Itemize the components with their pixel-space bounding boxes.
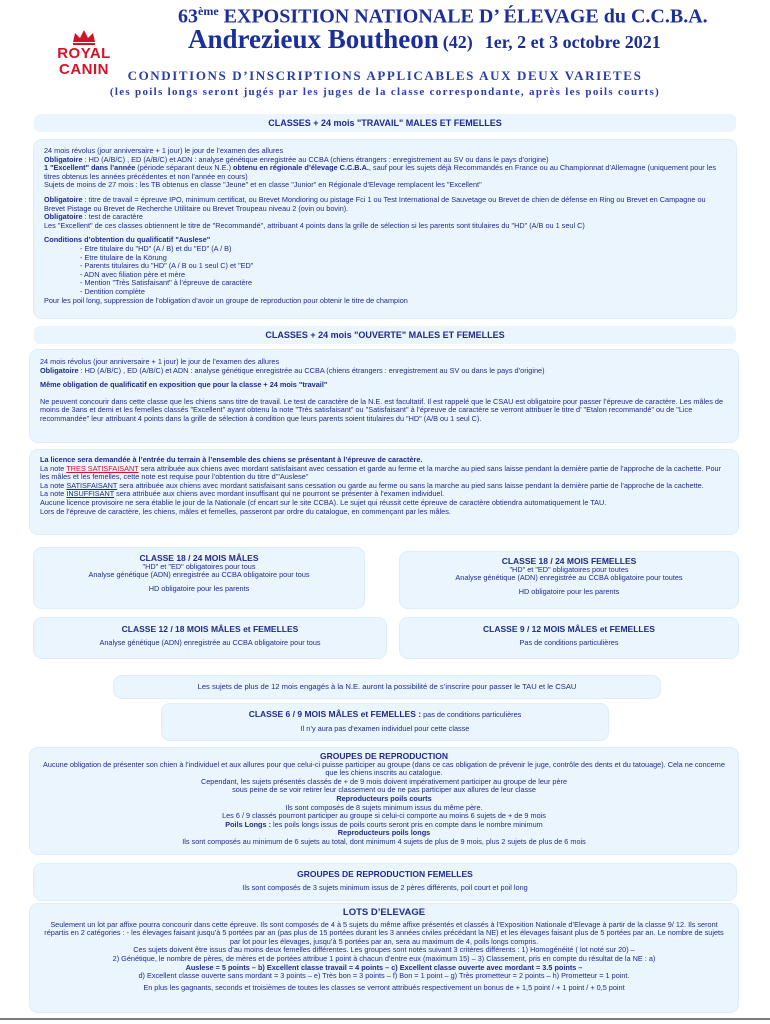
page-bottom-border xyxy=(0,1018,770,1020)
travail-age: 24 mois révolus (jour anniversaire + 1 jour) le jour de l’examen des allures xyxy=(44,146,284,155)
groupes-reproduction: GROUPES DE REPRODUCTION Aucune obligation de présenter son chien à l’individuel et aux allures pour que celui-ci puisse participer au groupe (dans ce cas obligation de prévenir le juge, contrôle des dents et du tatouage). Cela ne concerne que les chiens inscrits au catalogue. Cependant, les sujets présentés classés de + de 9 mois doivent impérativement participer au groupe de leur père sous peine de se voir retirer leur classement ou de ne pas participer aux allures de leur classe Reproducteurs poils courts Ils sont composés de 8 sujets minimum issus du même père. Les 6 / 9 classés pourront participer au groupe si celui-ci comporte au moins 6 sujets de + de 9 mois Poils Longs : les poils longs issus de poils courts seront pris en compte dans le nombre minimum Reproducteurs poils longs Ils sont composés au minimum de 6 sujets au total, dont minimum 4 sujets de plus de 9 mois, plus 2 sujets de plus de 6 mois xyxy=(30,748,738,854)
city: Andrezieux Boutheon xyxy=(188,24,439,54)
auslese-conditions-title: Conditions d’obtention du qualificatif "Auslese" xyxy=(44,235,211,245)
crown-icon xyxy=(71,28,97,46)
ouverte-heading: CLASSES + 24 mois "OUVERTE" MALES ET FEMELLES xyxy=(34,326,736,344)
classe-12-18: CLASSE 12 / 18 MOIS MÂLES et FEMELLES Analyse génétique (ADN) enregistrée au CCBA obligatoire pour tous xyxy=(34,618,386,658)
travail-heading: CLASSES + 24 mois "TRAVAIL" MALES ET FEMELLES xyxy=(34,114,736,132)
page-header xyxy=(0,0,770,110)
logo-text: ROYAL CANIN xyxy=(57,45,111,78)
classe-9-12: CLASSE 9 / 12 MOIS MÂLES et FEMELLES Pas de conditions particulières xyxy=(400,618,738,658)
classe-18-24-femelles: CLASSE 18 / 24 MOIS FEMELLES "HD" et "ED" obligatoires pour toutes Analyse génétique (ADN) enregistrée au CCBA obligatoire pour toutes HD obligatoire pour les parents xyxy=(400,552,738,608)
royal-canin-logo xyxy=(34,28,134,78)
ouverte-section: 24 mois révolus (jour anniversaire + 1 jour) le jour de l’examen des allures Obligatoire : HD (A/B/C) , ED (A/B/C) et ADN : analyse génétique enregistrée au CCBA (chiens étrangers : enregistrement au SV ou dans le pays d’origine) Même obligation de qualificatif en exposition que pour la classe + 24 mois "travail" Ne peuvent concourir dans cette classe que les chiens sans titre de travail. Le test de caractère de la N.E. est facultatif. Il est rappelé que le CSAU est obligatoire pour passer l’épreuve de caractère. Les mâles de moins de 3ans et demi et les femelles classés "Excellent" ayant obtenu la note "Très satisfaisant" ou "Satisfaisant" à l’épreuve de caractère se verront attribuer le titre d’ "Etalon recommandé" ou de "Lice recommandée" leur attribuant 4 points dans la grille de sélection à condition que leurs parents soient titulaires du "HD" (A/B ou 1 seul C). xyxy=(30,350,738,442)
tau-note: Les sujets de plus de 12 mois engagés à la N.E. auront la possibilité de s’inscrire pour passer le TAU et le CSAU xyxy=(114,676,660,698)
page-subtitle: CONDITIONS D’INSCRIPTIONS APPLICABLES AUX DEUX VARIETES xyxy=(127,68,643,83)
licence-title: La licence sera demandée à l’entrée du terrain à l’ensemble des chiens se présentant à l’épreuve de caractère. xyxy=(40,455,423,464)
event-dates: 1er, 2 et 3 octobre 2021 xyxy=(484,32,661,52)
auslese-conditions-list: - Etre titulaire du "HD" (A / B) et du "ED" (A / B) - Etre titulaire de la Körung - Parents titulaires du "HD" (A / B ou 1 seul C) et "ED" - ADN avec filiation père et mère - Mention "Très Satisfaisant" à l’épreuve de caractère - Dentition complète xyxy=(80,243,254,296)
classe-18-24-males: CLASSE 18 / 24 MOIS MÂLES "HD" et "ED" obligatoires pour tous Analyse génétique (ADN) enregistrée au CCBA obligatoire pour tous HD obligatoire pour les parents xyxy=(34,548,364,608)
event-location-line xyxy=(188,24,768,55)
licence-section: La licence sera demandée à l’entrée du terrain à l’ensemble des chiens se présentant à l’épreuve de caractère. La note TRES SATISFAISANT sera attribuée aux chiens avec mordant satisfaisant avec cessation et garde au ferme et la marche au pied sans laisse pendant la dernière partie de l’approche de la cachette. Pour les mâles et les femelles, cette note est requise pour l’obtention du titre d’"Auslese" La note SATISFAISANT sera attribuée aux chiens avec mordant satisfaisant sans cessation ou garde au ferme ou sans la marche au pied sans laisse pendant la dernière partie de l’approche de la cachette. La note INSUFFISANT sera attribuée aux chiens avec mordant insuffisant qui ne pourront se présenter à l’examen individuel. Aucune licence provisoire ne sera établie le jour de la Nationale (cf encart sur le site CCBA). Le sujet qui réussit cette épreuve de caractère obtiendra automatiquement le TAU. Lors de l’épreuve de caractère, les chiens, mâles et femelles, passeront par ordre du catalogue, en commençant par les mâles. xyxy=(30,450,738,534)
page-note: (les poils longs seront jugés par les juges de la classe correspondante, après les poils courts) xyxy=(109,86,661,98)
event-title: 63ème EXPOSITION NATIONALE D’ ÉLEVAGE du C.C.B.A. xyxy=(178,4,708,28)
classe-6-9: CLASSE 6 / 9 MOIS MÂLES et FEMELLES : pas de conditions particulières Il n’y aura pas d’examen individuel pour cette classe xyxy=(162,704,608,740)
lots-elevage: LOTS D’ELEVAGE Seulement un lot par affixe pourra concourir dans cette épreuve. Ils sont composés de 4 à 5 sujets du même affixe présentés et classés à l’Exposition Nationale d’Elevage à partir de la classe 9/ 12. Ils seront répartis en 2 catégories : - les élevages faisant jusqu’à 5 portées par an (pas plus de 15 portées durant les 3 années civiles précédant la NE) et les élevages faisant plus de 5 portées par an. Le nombre de sujets par lot pour les élevages, jusqu’à 5 portées par an, sera au maximum de 4, poils longs compris. Ces sujets doivent être issus d’au moins deux femelles différentes. Les groupes sont notés suivant 3 critères différents : 1) Homogénéité ( lot noté sur 20) – 2) Génétique, le nombre de pères, de mères et de portées attribue 1 point à chacun d’entre eux (maximum 15) – 3) Classement, pris en compte du résultat de la NE : a) Auslese = 5 points – b) Excellent classe travail = 4 points – c) Excellent classe ouverte avec mordant = 3.5 points – d) Excellent classe ouverte sans mordant = 3 points – e) Très bon = 3 points – f) Bon = 1 point – g) Très prometteur = 2 points – h) Prometteur = 1 point. En plus les gagnants, seconds et troisièmes de toutes les classes se verront attribués respectivement un bonus de + 1,5 point / + 1 point / + 0,5 point xyxy=(30,904,738,1012)
department: (42) xyxy=(442,32,473,52)
travail-section: 24 mois révolus (jour anniversaire + 1 jour) le jour de l’examen des allures Obligatoire : HD (A/B/C) , ED (A/B/C) et ADN : analyse génétique enregistrée au CCBA (chiens étrangers : enregistrement au SV ou dans le pays d’origine) 1 "Excellent" dans l’année (période séparant deux N.E.) obtenu en régionale d’élevage C.C.B.A., sauf pour les sujets déjà Recommandés en France ou au Championnat d’Allemagne (uniquement pour les titres obtenus les années précédentes et non l’année en cours) Sujets de moins de 27 mois : les TB obtenus en classe "Jeune" et en classe "Junior" en Régionale d’Elevage remplacent les "Excellent" Obligatoire : titre de travail = épreuve IPO, minimum certificat, ou Brevet Mondioring ou pistage Fci 1 ou Test International de Sauvetage ou Brevet de chien de défense en Ring ou Brevet en Campagne ou Brevet Pistage ou Brevet de Recherche Utilitaire ou Brevet Troupeau niveau 2 (ovin ou bovin). Obligatoire : test de caractère Les "Excellent" de ces classes obtiennent le titre de "Recommandé", attribuant 4 points dans la grille de sélection si les parents sont titulaires du "HD" (A/B ou 1 seul C) Conditions d’obtention du qualificatif "Auslese" - Etre titulaire du "HD" (A / B) et du "ED" (A / B) - Etre titulaire de la Körung - Parents titulaires du "HD" (A / B ou 1 seul C) et "ED" - ADN avec filiation père et mère - Mention "Très Satisfaisant" à l’épreuve de caractère - Dentition complète Pour les poil long, suppression de l’obligation d’avoir un groupe de reproduction pour obtenir le titre de champion xyxy=(34,140,736,318)
groupes-reproduction-femelles: GROUPES DE REPRODUCTION FEMELLES Ils sont composés de 3 sujets minimum issus de 2 pères différents, poil court et poil long xyxy=(34,864,736,900)
